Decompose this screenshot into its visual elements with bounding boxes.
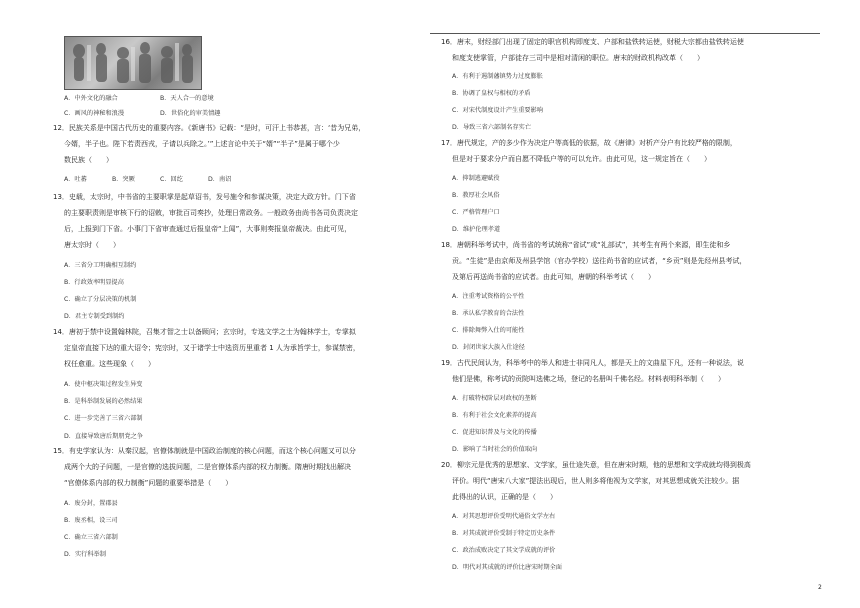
- q19-option-c[interactable]: C．促进知识普及与文化的传播: [452, 429, 537, 436]
- q19-stem-line-1: 19．古代民间认为，科举考中的举人和进士非同凡人，都是天上的文曲星下凡，还有一种说法，说: [441, 359, 744, 367]
- q16-option-d[interactable]: D．导致三省六部制名存实亡: [452, 124, 532, 131]
- q19-option-a[interactable]: A．打破特权阶层对政权的垄断: [452, 395, 537, 402]
- q12-option-d[interactable]: D．南诏: [208, 176, 232, 183]
- q17-option-a[interactable]: A．抑制逃避赋役: [452, 175, 500, 182]
- q18-option-b[interactable]: B．承认私学教育的合法性: [452, 310, 525, 317]
- q13-option-c[interactable]: C．确立了分层决策的机制: [64, 296, 137, 303]
- q19-option-d[interactable]: D．影响了当时社会的价值取向: [452, 446, 538, 453]
- q14-stem-line-2: 定皇帝直接下达的重大诏令；宪宗时，又于诸学士中选资历里重者 1 人为承旨学士，参谋禁密，: [64, 344, 360, 352]
- q20-stem-line-1: 20．柳宗元是优秀的思想家、文学家，虽仕途失意，但在唐宋时期，他的思想和文学成就均得到极高: [441, 461, 751, 469]
- q13-stem-line-3: 后，上报到门下省。小事门下省审查通过后报皇帝“上闻”，大事则奏报皇帝裁决。由此可见，: [64, 225, 352, 233]
- q18-option-c[interactable]: C．排除舞弊入仕的可能性: [452, 327, 525, 334]
- q20-option-b[interactable]: B．对其成就评价受制于特定历史条件: [452, 530, 556, 537]
- q15-stem-line-1: 15．有史学家认为：从秦汉起，官僚体制就是中国政治制度的核心问题，而这个核心问题又可以分: [53, 447, 356, 455]
- q12-stem-line-3: 数民族（ ）: [64, 156, 113, 164]
- q12-stem-line-2: 今婿，半子也。陛下若责西戎，子请以兵除之。’”上述言论中关于“婿”“半子”是属于哪个少: [64, 140, 340, 148]
- q11-option-d[interactable]: D．世俗化的审美情趣: [160, 110, 221, 117]
- q16-option-b[interactable]: B．协调了皇权与相权的矛盾: [452, 90, 531, 97]
- q17-stem-line-2: 但是对于要求分户而自愿不降低户等的可以允许。由此可见，这一规定旨在（ ）: [452, 155, 711, 163]
- q13-stem-line-4: 唐太宗时（ ）: [64, 241, 120, 249]
- q12-option-a[interactable]: A．吐蕃: [64, 176, 87, 183]
- q18-option-d[interactable]: D．封闭世家大族入仕途径: [452, 344, 525, 351]
- q14-option-b[interactable]: B．是科举制发展的必然结果: [64, 398, 143, 405]
- q12-option-b[interactable]: B．突厥: [112, 176, 135, 183]
- q20-option-a[interactable]: A．对其思想评价受明代通俗文学左右: [452, 513, 556, 520]
- q15-stem-line-2: 成两个大的子问题，一是官僚的选拔问题，二是官僚体系内部的权力制衡。隋唐时期找出解决: [64, 463, 351, 471]
- q16-stem-line-1: 16．唐末，财经部门出现了固定的职官机构即度支、户部和盐铁转运使，财税大宗都由盐铁转运使: [441, 38, 744, 46]
- q17-option-c[interactable]: C．严格管理户口: [452, 209, 500, 216]
- q18-stem-line-3: 及第后再送尚书省的应试者。由此可知，唐朝的科举考试（ ）: [452, 273, 655, 281]
- q18-stem-line-1: 18．唐朝科举考试中，尚书省的考试统称“省试”或“礼部试”，其考生有两个来源，即生徒和乡: [441, 241, 731, 249]
- q11-option-b[interactable]: B．天人合一的意境: [160, 95, 214, 102]
- q16-option-a[interactable]: A．有利于遏制藩镇势力过度膨胀: [452, 73, 543, 80]
- q13-option-d[interactable]: D．君主专制受到制约: [64, 313, 125, 320]
- q15-option-a[interactable]: A．废分封，置郡县: [64, 500, 118, 507]
- q14-option-d[interactable]: D．直接导致唐后期朋党之争: [64, 433, 144, 440]
- q17-option-b[interactable]: B．教厚社会风俗: [452, 192, 500, 199]
- q20-stem-line-3: 此得出的认识，正确的是（ ）: [452, 493, 557, 501]
- q20-option-c[interactable]: C．政治成败决定了其文学成就的评价: [452, 547, 556, 554]
- q18-option-a[interactable]: A．注重考试资格的公平性: [452, 293, 525, 300]
- q15-option-b[interactable]: B．废丞相，设三司: [64, 517, 118, 524]
- q13-option-a[interactable]: A．三省分工明确相互制约: [64, 262, 137, 269]
- q14-stem-line-1: 14．唐初于禁中设置翰林院，召集才智之士以备顾问；玄宗时，专选文学之士为翰林学士，专掌拟: [53, 328, 356, 336]
- header-rule: [430, 33, 820, 34]
- q13-option-b[interactable]: B．行政效率明显提高: [64, 279, 124, 286]
- q12-stem-line-1: 12．民族关系是中国古代历史的重要内容。《新唐书》记载：“是时，可汗上书恭甚，言：‘昔为兄弟，: [53, 124, 366, 132]
- q11-option-a[interactable]: A．中外文化的融合: [64, 95, 118, 102]
- q15-option-d[interactable]: D．实行科举制: [64, 551, 106, 558]
- q19-stem-line-2: 他们是佛，称考试的贡院叫选佛之场，登记的名册叫千佛名经。材料表明科举制（ ）: [452, 375, 725, 383]
- q18-stem-line-2: 贡。“生徒”是由京师及州县学馆（官办学校）送往尚书省的应试者，“乡贡”则是先经州县考试，: [452, 257, 747, 265]
- q11-option-c[interactable]: C．画风的神秘和浪漫: [64, 110, 125, 117]
- q17-option-d[interactable]: D．维护伦理孝道: [452, 226, 501, 233]
- q13-stem-line-1: 13．史载，太宗时，中书省的主要职掌是起草诏书，发号施令和参谋决策，决定大政方针。门下省: [53, 193, 356, 201]
- q17-stem-line-1: 17．唐代规定，产的多少作为决定户等高低的依据，故《唐律》对析产分户有比较严格的限制，: [441, 139, 737, 147]
- q13-stem-line-2: 的主要职责则是审核下行的诏敕，审批百司奏抄，处理日常政务。一般政务由尚书各司负责决定: [64, 209, 358, 217]
- q14-option-c[interactable]: C．进一步完善了三省六部制: [64, 415, 143, 422]
- q14-option-a[interactable]: A．使中枢决策过程发生异变: [64, 381, 143, 388]
- q14-stem-line-3: 权任愈重。这些现象（ ）: [64, 360, 155, 368]
- page-number: 2: [818, 584, 822, 591]
- q20-option-d[interactable]: D．明代对其成就的评价比唐宋时期全面: [452, 564, 562, 571]
- q20-stem-line-2: 评价。明代“唐宋八大家”提法出现后，世人则多将他视为文学家，对其思想成就关注较少。据: [452, 477, 740, 485]
- q12-option-c[interactable]: C．回纥: [160, 176, 183, 183]
- q16-option-c[interactable]: C．对宋代制度设计产生重要影响: [452, 107, 543, 114]
- q19-option-b[interactable]: B．有利于社会文化素养的提高: [452, 412, 537, 419]
- q16-stem-line-2: 和度支使掌管，户部徒存三司中是相对清闲的职位。唐末的财政机构改革（ ）: [452, 54, 704, 62]
- relief-carving-image: [64, 36, 202, 90]
- q15-stem-line-3: “官僚体系内部的权力制衡”问题的重要举措是（ ）: [64, 479, 233, 487]
- q15-option-c[interactable]: C．确立三省六部制: [64, 534, 118, 541]
